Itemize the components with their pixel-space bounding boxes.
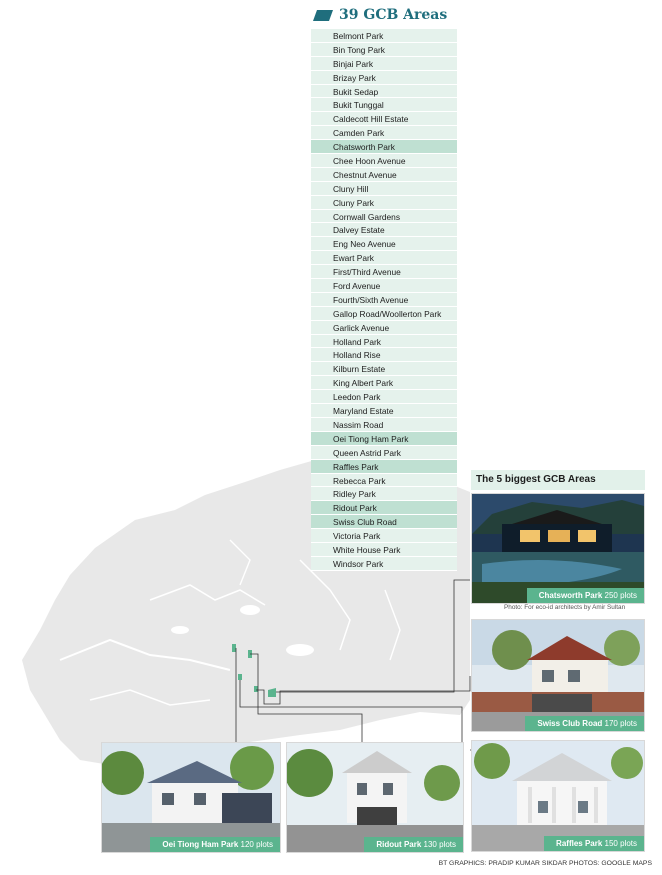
gcb-list-item: Caldecott Hill Estate bbox=[311, 112, 457, 126]
oei-name: Oei Tiong Ham Park bbox=[162, 840, 239, 849]
gcb-list-item: Fourth/Sixth Avenue bbox=[311, 293, 457, 307]
photo-credit: Photo: For eco-id architects by Amir Sultan bbox=[504, 604, 626, 611]
gcb-list-item: Queen Astrid Park bbox=[311, 446, 457, 460]
ridout-photo-art bbox=[287, 743, 463, 852]
gcb-areas-list bbox=[311, 29, 457, 571]
raffles-park-photo bbox=[471, 740, 645, 852]
chatsworth-plots: 250 plots bbox=[604, 591, 637, 600]
gcb-list-item: Belmont Park bbox=[311, 29, 457, 43]
gcb-list-item: Ridout Park bbox=[311, 501, 457, 515]
swiss-club-road-photo bbox=[471, 619, 645, 732]
biggest-areas-header: The 5 biggest GCB Areas bbox=[471, 470, 645, 490]
title-text: 39 GCB Areas bbox=[339, 7, 448, 23]
gcb-areas-title bbox=[313, 6, 447, 24]
marker-oei-tiong-ham bbox=[232, 644, 236, 652]
gcb-list-item: Maryland Estate bbox=[311, 404, 457, 418]
footer-credit: BT GRAPHICS: PRADIP KUMAR SIKDAR PHOTOS: GOOGLE MAPS bbox=[438, 860, 652, 867]
ridout-park-photo bbox=[286, 742, 464, 853]
gcb-list-item: Holland Park bbox=[311, 335, 457, 349]
gcb-list-item: Camden Park bbox=[311, 126, 457, 140]
gcb-list-item: Brizay Park bbox=[311, 71, 457, 85]
gcb-list-item: Chatsworth Park bbox=[311, 140, 457, 154]
flag-icon bbox=[313, 10, 333, 21]
gcb-list-item: Victoria Park bbox=[311, 529, 457, 543]
swiss-name: Swiss Club Road bbox=[537, 719, 603, 728]
chatsworth-caption bbox=[527, 588, 644, 603]
gcb-list-item: Cluny Park bbox=[311, 196, 457, 210]
swiss-caption bbox=[525, 716, 644, 731]
gcb-list-item: Binjai Park bbox=[311, 57, 457, 71]
gcb-list-item: Garlick Avenue bbox=[311, 321, 457, 335]
gcb-list-item: Raffles Park bbox=[311, 460, 457, 474]
ridout-caption bbox=[364, 837, 463, 852]
gcb-list-item: First/Third Avenue bbox=[311, 265, 457, 279]
gcb-list-item: Bin Tong Park bbox=[311, 43, 457, 57]
chatsworth-name: Chatsworth Park bbox=[538, 591, 603, 600]
gcb-list-item: Leedon Park bbox=[311, 390, 457, 404]
oei-caption bbox=[150, 837, 280, 852]
gcb-list-item: Ridley Park bbox=[311, 487, 457, 501]
gcb-list-item: Ewart Park bbox=[311, 251, 457, 265]
gcb-list-item: Dalvey Estate bbox=[311, 223, 457, 237]
gcb-list-item: White House Park bbox=[311, 543, 457, 557]
raffles-plots: 150 plots bbox=[604, 839, 637, 848]
gcb-list-item: King Albert Park bbox=[311, 376, 457, 390]
raffles-caption bbox=[544, 836, 644, 851]
gcb-list-item: Bukit Tunggal bbox=[311, 98, 457, 112]
gcb-list-item: Chee Hoon Avenue bbox=[311, 154, 457, 168]
raffles-photo-art bbox=[472, 741, 644, 851]
gcb-list-item: Swiss Club Road bbox=[311, 515, 457, 529]
gcb-list-item: Ford Avenue bbox=[311, 279, 457, 293]
gcb-list-item: Cluny Hill bbox=[311, 182, 457, 196]
marker-raffles bbox=[238, 674, 242, 680]
chatsworth-photo-art bbox=[472, 494, 644, 603]
raffles-name: Raffles Park bbox=[556, 839, 603, 848]
gcb-list-item: Bukit Sedap bbox=[311, 85, 457, 99]
ridout-plots: 130 plots bbox=[423, 840, 456, 849]
gcb-list-item: Windsor Park bbox=[311, 557, 457, 571]
gcb-list-item: Eng Neo Avenue bbox=[311, 237, 457, 251]
gcb-list-item: Rebecca Park bbox=[311, 474, 457, 488]
swiss-plots: 170 plots bbox=[604, 719, 637, 728]
gcb-list-item: Nassim Road bbox=[311, 418, 457, 432]
gcb-list-item: Cornwall Gardens bbox=[311, 210, 457, 224]
swiss-photo-art bbox=[472, 620, 644, 731]
oei-plots: 120 plots bbox=[240, 840, 273, 849]
marker-swiss-club bbox=[254, 686, 258, 692]
oei-photo-art bbox=[102, 743, 280, 852]
gcb-list-item: Gallop Road/Woollerton Park bbox=[311, 307, 457, 321]
ridout-name: Ridout Park bbox=[376, 840, 422, 849]
gcb-list-item: Holland Rise bbox=[311, 348, 457, 362]
gcb-list-item: Kilburn Estate bbox=[311, 362, 457, 376]
gcb-list-item: Oei Tiong Ham Park bbox=[311, 432, 457, 446]
oei-tiong-ham-park-photo bbox=[101, 742, 281, 853]
chatsworth-park-photo bbox=[471, 493, 645, 604]
gcb-list-item: Chestnut Avenue bbox=[311, 168, 457, 182]
